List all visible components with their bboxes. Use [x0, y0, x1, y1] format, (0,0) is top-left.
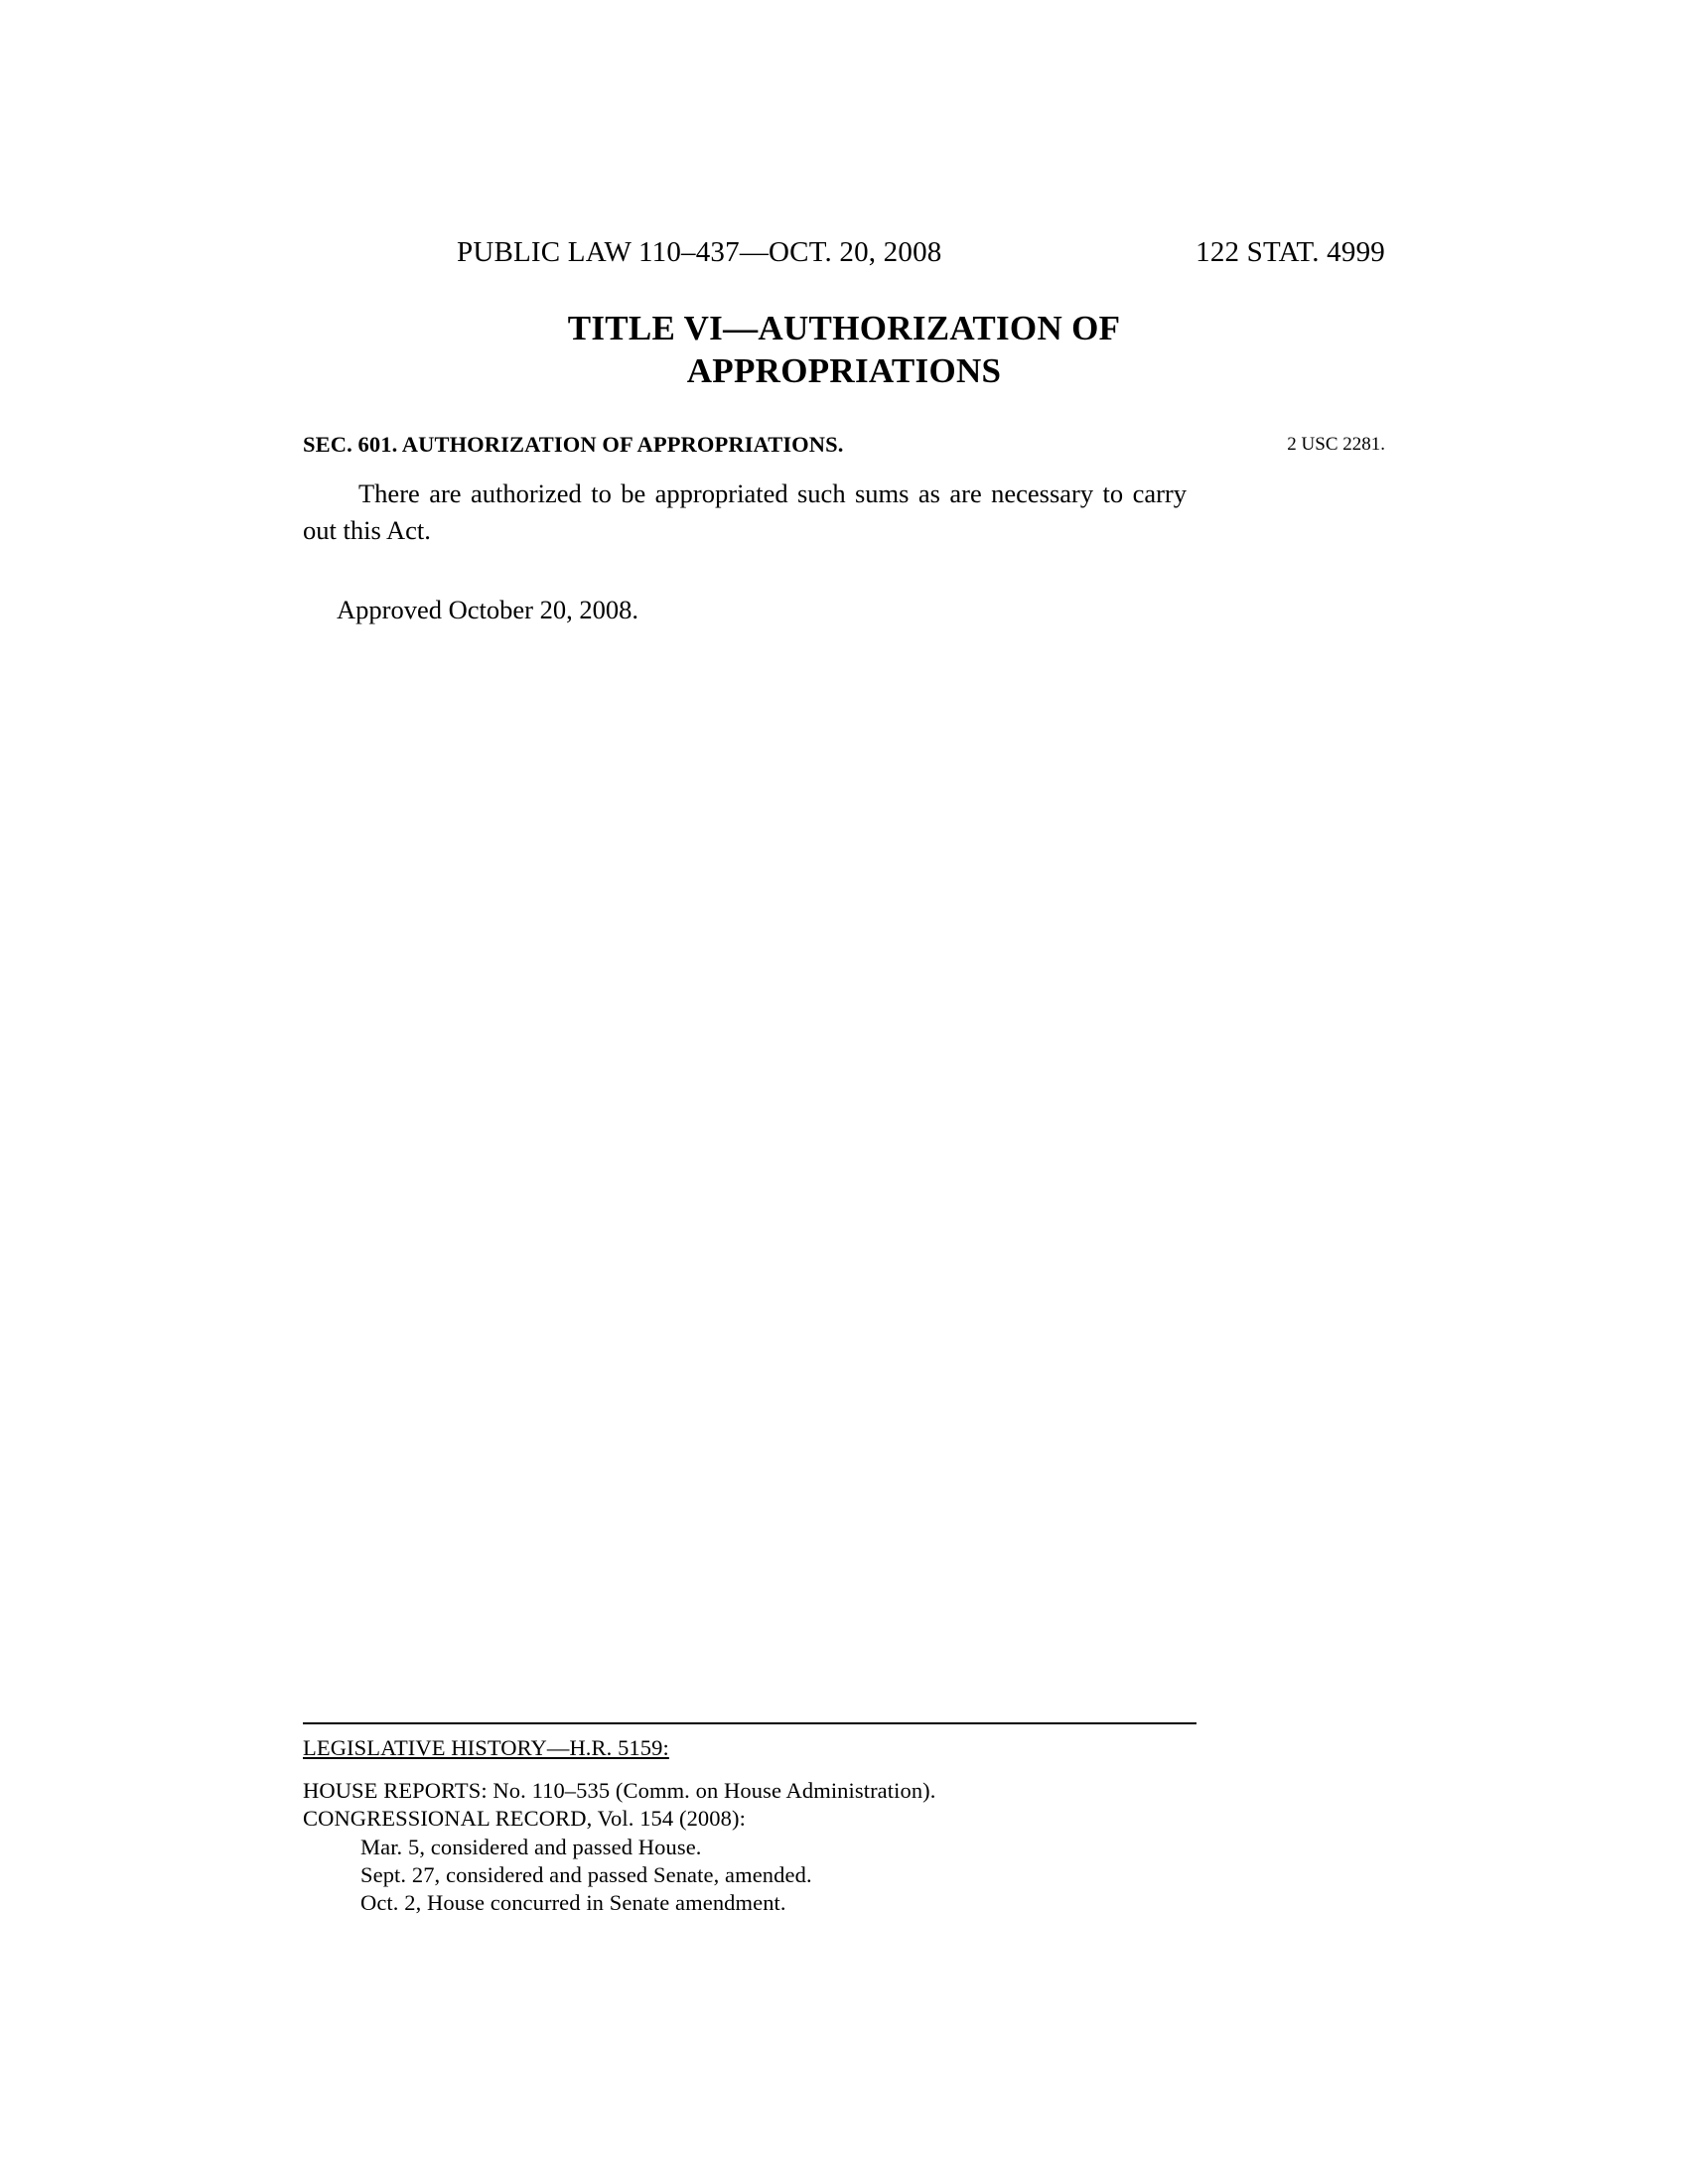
- title-line-2: APPROPRIATIONS: [686, 350, 1002, 390]
- footer-divider: [303, 1722, 1196, 1724]
- public-law-citation: PUBLIC LAW 110–437—OCT. 20, 2008: [457, 236, 942, 268]
- running-head: [303, 236, 1385, 280]
- section-body-text: There are authorized to be appropriated such sums as are necessary to carry out this Act.: [303, 478, 1187, 545]
- legislative-history-record-entry: Mar. 5, considered and passed House.: [360, 1834, 702, 1859]
- legislative-history-title: LEGISLATIVE HISTORY—H.R. 5159:: [303, 1735, 669, 1760]
- section-heading-row: [303, 432, 1385, 464]
- legislative-history-line: CONGRESSIONAL RECORD, Vol. 154 (2008):: [303, 1806, 746, 1832]
- legislative-history-record-entry: Oct. 2, House concurred in Senate amendment.: [360, 1890, 786, 1916]
- legislative-history-record-entry: Sept. 27, considered and passed Senate, amended.: [360, 1862, 812, 1888]
- statute-citation: 122 STAT. 4999: [1196, 236, 1385, 268]
- title-line-1: TITLE VI—AUTHORIZATION OF: [567, 309, 1121, 347]
- page-title: [303, 308, 1385, 392]
- section-heading: SEC. 601. AUTHORIZATION OF APPROPRIATIONS.: [303, 432, 844, 458]
- legislative-history-line: HOUSE REPORTS: No. 110–535 (Comm. on House Administration).: [303, 1778, 936, 1803]
- approved-line: Approved October 20, 2008.: [337, 594, 638, 624]
- legislative-history-block: [303, 1722, 1196, 1918]
- page-content: [303, 236, 1385, 625]
- usc-sidenote: 2 USC 2281.: [1287, 434, 1385, 456]
